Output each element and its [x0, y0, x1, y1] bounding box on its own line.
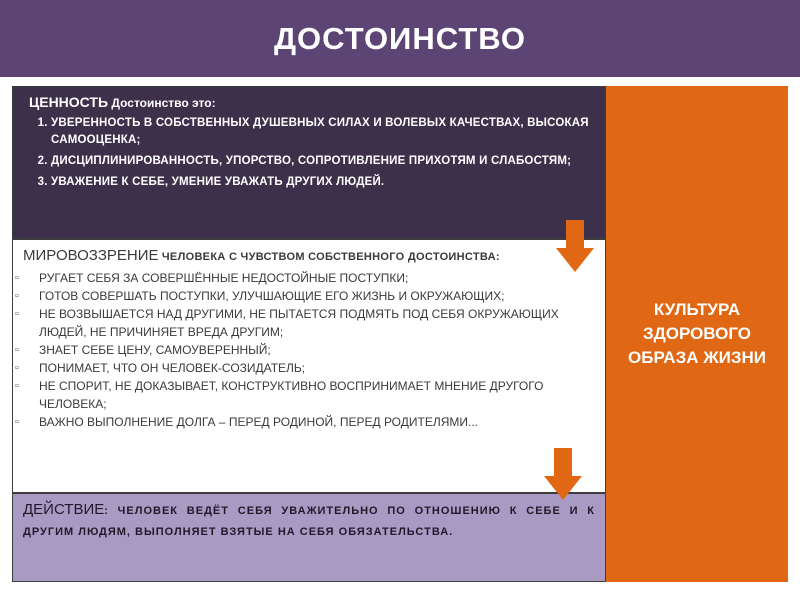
value-list-item: 2. ДИСЦИПЛИНИРОВАННОСТЬ, УПОРСТВО, СОПРОТИВЛЕНИЕ ПРИХОТЯМ И СЛАБОСТЯМ;: [51, 153, 597, 170]
square-bullet-icon: ▫: [15, 272, 19, 284]
action-heading-rest: : ЧЕЛОВЕК ВЕДЁТ СЕБЯ УВАЖИТЕЛЬНО ПО ОТНОШЕНИЮ К СЕБЕ И К ДРУГИМ ЛЮДЯМ, ВЫПОЛНЯЕТ ВЗЯТЫЕ НА СЕБЯ ОБЯЗАТЕЛЬСТВА.: [23, 505, 595, 538]
value-box: [12, 86, 606, 239]
page-title: ДОСТОИНСТВО: [273, 20, 527, 56]
square-bullet-icon: ▫: [15, 362, 19, 374]
square-bullet-icon: ▫: [15, 308, 19, 320]
worldview-heading: [23, 246, 595, 267]
action-box: [12, 493, 606, 582]
value-list: [23, 115, 597, 191]
culture-label: КУЛЬТУРА ЗДОРОВОГО ОБРАЗА ЖИЗНИ: [628, 300, 766, 367]
worldview-list-item: ▫ НЕ ВОЗВЫШАЕТСЯ НАД ДРУГИМИ, НЕ ПЫТАЕТСЯ ПОДМЯТЬ ПОД СЕБЯ ОКРУЖАЮЩИХ ЛЮДЕЙ, НЕ ПРИЧИНЯЕТ ВРЕДА ДРУГИМ;: [15, 307, 559, 339]
worldview-list-item: ▫ ПОНИМАЕТ, ЧТО ОН ЧЕЛОВЕК-СОЗИДАТЕЛЬ;: [15, 361, 306, 375]
square-bullet-icon: ▫: [15, 380, 19, 392]
action-text: [23, 500, 595, 542]
value-list-item: 1. УВЕРЕННОСТЬ В СОБСТВЕННЫХ ДУШЕВНЫХ СИЛАХ И ВОЛЕВЫХ КАЧЕСТВАХ, ВЫСОКАЯ САМООЦЕНКА;: [51, 115, 597, 149]
worldview-heading-rest: ЧЕЛОВЕКА С ЧУВСТВОМ СОБСТВЕННОГО ДОСТОИНСТВА:: [158, 251, 500, 263]
down-arrow-icon: [544, 448, 582, 500]
square-bullet-icon: ▫: [15, 416, 19, 428]
worldview-list: [15, 269, 595, 431]
title-banner: [0, 0, 800, 77]
value-heading: [23, 93, 597, 113]
value-heading-lead: ЦЕННОСТЬ: [29, 94, 109, 110]
worldview-list-item: ▫ НЕ СПОРИТ, НЕ ДОКАЗЫВАЕТ, КОНСТРУКТИВНО ВОСПРИНИМАЕТ МНЕНИЕ ДРУГОГО ЧЕЛОВЕКА;: [15, 379, 544, 411]
worldview-list-item: ▫ ВАЖНО ВЫПОЛНЕНИЕ ДОЛГА – ПЕРЕД РОДИНОЙ, ПЕРЕД РОДИТЕЛЯМИ...: [15, 415, 479, 429]
worldview-box: [12, 239, 606, 493]
square-bullet-icon: ▫: [15, 344, 19, 356]
worldview-heading-lead: МИРОВОЗЗРЕНИЕ: [23, 247, 159, 264]
square-bullet-icon: ▫: [15, 290, 19, 302]
action-heading-lead: ДЕЙСТВИЕ: [23, 501, 105, 518]
worldview-list-item: ▫ ЗНАЕТ СЕБЕ ЦЕНУ, САМОУВЕРЕННЫЙ;: [15, 343, 271, 357]
worldview-list-item: ▫ РУГАЕТ СЕБЯ ЗА СОВЕРШЁННЫЕ НЕДОСТОЙНЫЕ ПОСТУПКИ;: [15, 271, 409, 285]
down-arrow-icon: [556, 220, 594, 272]
value-list-item: 3. УВАЖЕНИЕ К СЕБЕ, УМЕНИЕ УВАЖАТЬ ДРУГИХ ЛЮДЕЙ.: [51, 174, 597, 191]
value-heading-rest: Достоинство это:: [108, 96, 216, 110]
culture-box: [606, 86, 788, 582]
worldview-list-item: ▫ ГОТОВ СОВЕРШАТЬ ПОСТУПКИ, УЛУЧШАЮЩИЕ ЕГО ЖИЗНЬ И ОКРУЖАЮЩИХ;: [15, 289, 505, 303]
